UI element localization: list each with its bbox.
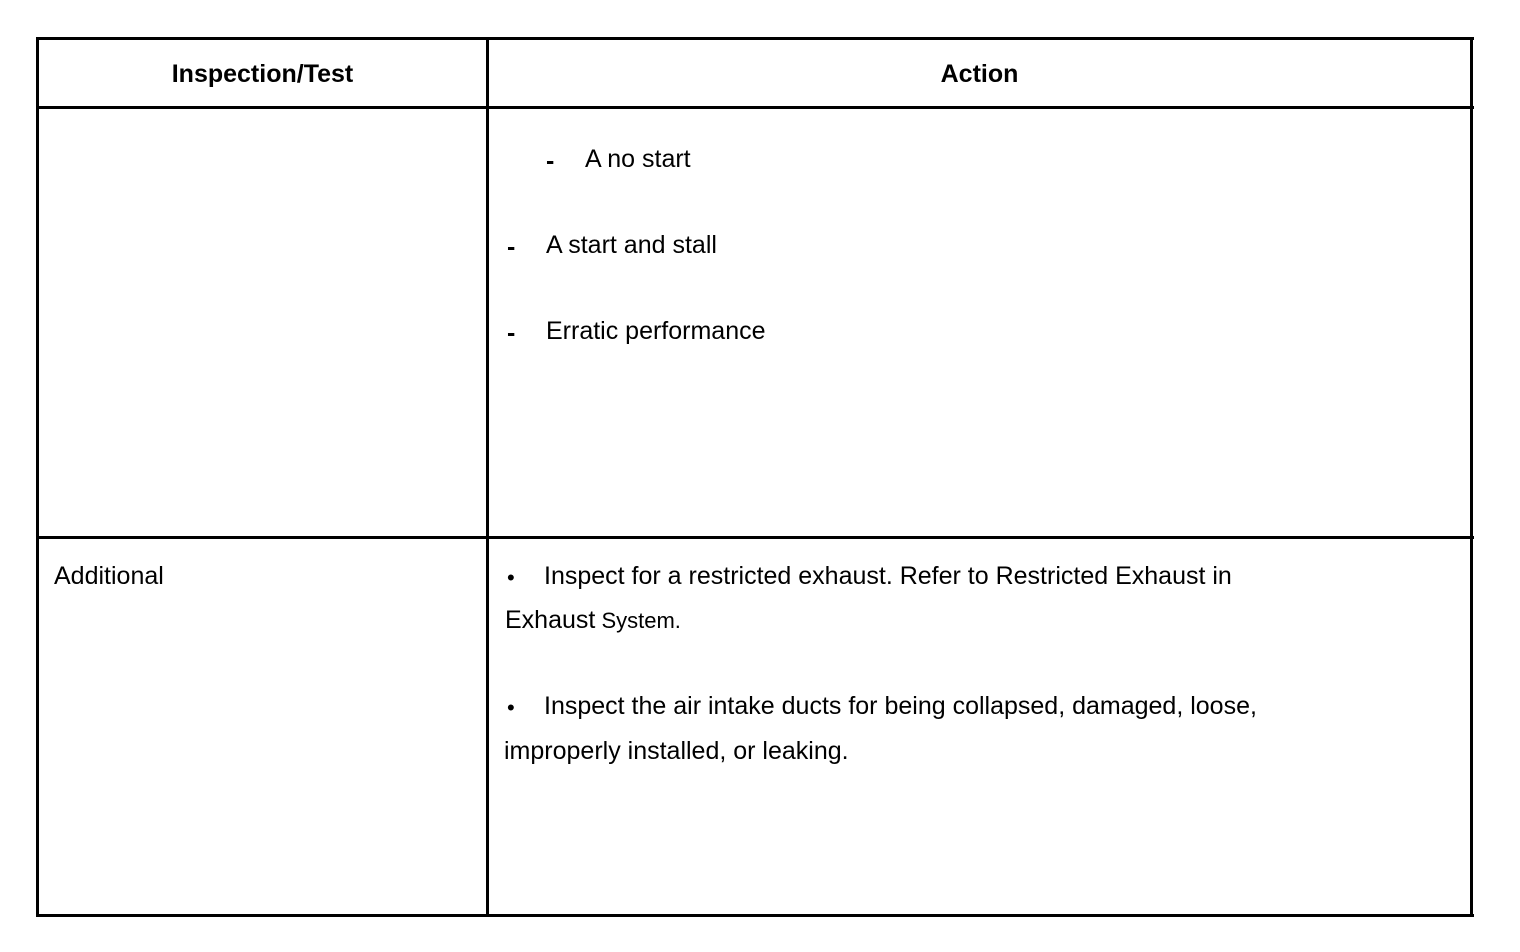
inspection-cell: Additional <box>54 562 164 590</box>
list-marker: - <box>507 233 516 261</box>
table-bottom-border <box>37 914 1474 917</box>
list-item: A no start <box>585 145 691 173</box>
list-item-continuation <box>505 608 681 633</box>
list-item: Inspect the air intake ducts for being collapsed, damaged, loose, <box>544 692 1257 720</box>
list-item: Inspect for a restricted exhaust. Refer to Restricted Exhaust in <box>544 562 1232 590</box>
bullet-marker: • <box>507 565 515 590</box>
table-left-border <box>36 37 39 917</box>
list-item-continuation: improperly installed, or leaking. <box>504 737 849 765</box>
header-inspection-test: Inspection/Test <box>171 59 354 88</box>
table-right-border <box>1470 37 1473 917</box>
list-item: Erratic performance <box>546 317 766 345</box>
link-text-exhaust: Exhaust <box>505 606 596 634</box>
header-action: Action <box>940 59 1019 88</box>
list-marker: - <box>507 319 516 347</box>
row-divider <box>37 536 1474 539</box>
list-marker: - <box>546 147 555 175</box>
list-item: A start and stall <box>546 231 717 259</box>
column-divider <box>486 37 489 917</box>
link-text-system: System. <box>595 608 681 633</box>
bullet-marker: • <box>507 695 515 720</box>
